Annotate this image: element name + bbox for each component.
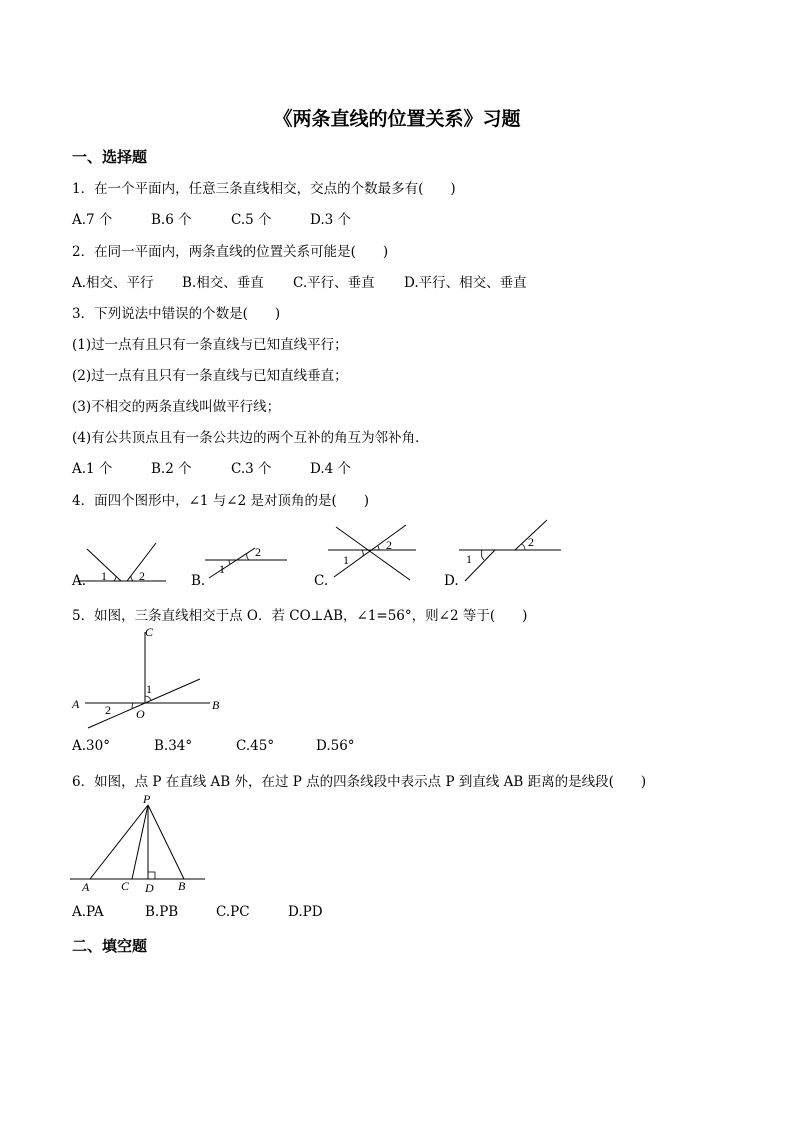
question-2: 2．在同一平面内，两条直线的位置关系可能是( ): [72, 244, 389, 260]
q6-option-d: D.PD: [288, 904, 323, 920]
section-heading-fill: 二、填空题: [72, 937, 148, 955]
question-1: 1．在一个平面内，任意三条直线相交，交点的个数最多有( ): [72, 181, 456, 197]
page-title: 《两条直线的位置关系》习题: [273, 108, 521, 130]
angle-label-2: 2: [139, 569, 145, 583]
question-4: 4．面四个图形中，∠1 与∠2 是对顶角的是( ): [72, 493, 370, 509]
point-label-b: B: [178, 879, 186, 893]
point-label-a: A: [82, 880, 90, 894]
right-angle-mark: [148, 872, 155, 879]
point-label-d: D: [145, 881, 154, 895]
q3-option-d: D.4 个: [310, 461, 352, 477]
point-label-b: B: [212, 698, 220, 712]
segment-pb: [148, 805, 184, 879]
angle-arc: [247, 553, 249, 560]
angle-label-2: 2: [528, 535, 534, 549]
angle-arc: [522, 544, 525, 550]
q5-option-b: B.34°: [154, 738, 193, 754]
question-3: 3．下列说法中错误的个数是( ): [72, 306, 281, 322]
q5-option-c: C.45°: [236, 738, 275, 754]
angle-arc: [229, 560, 230, 564]
angle-arc: [114, 576, 116, 581]
q3-option-a: A.1 个: [72, 461, 113, 477]
angle-arc: [481, 550, 484, 560]
q4-label-d: D.: [444, 573, 459, 589]
q2-option-b: B.相交、垂直: [182, 275, 264, 291]
point-label-p: P: [143, 792, 151, 806]
q2-option-d: D.平行、相交、垂直: [404, 275, 527, 291]
q4-label-c: C.: [314, 573, 329, 589]
section-heading-choice: 一、选择题: [72, 148, 148, 166]
q2-option-a: A.相交、平行: [72, 275, 154, 291]
question-6: 6．如图，点 P 在直线 AB 外，在过 P 点的四条线段中表示点 P 到直线 AB 距离的是线段( ): [72, 774, 647, 790]
angle-label-1: 1: [146, 682, 152, 696]
angle-arc: [131, 576, 133, 581]
q6-option-b: B.PB: [145, 904, 179, 920]
q1-option-a: A.7 个: [72, 212, 113, 228]
q1-option-c: C.5 个: [231, 212, 272, 228]
q3-statement-3: (3)不相交的两条直线叫做平行线；: [72, 399, 281, 415]
q1-option-b: B.6 个: [151, 212, 192, 228]
q4-label-a: A.: [72, 573, 87, 589]
point-label-c: C: [145, 625, 154, 639]
angle-arc: [145, 696, 151, 700]
point-label-o: O: [136, 707, 145, 721]
q3-option-c: C.3 个: [231, 461, 272, 477]
q4-figure-b: [195, 536, 295, 586]
q3-statement-1: (1)过一点有且只有一条直线与已知直线平行；: [72, 337, 348, 353]
angle-label-1: 1: [466, 552, 472, 566]
question-5: 5．如图，三条直线相交于点 O．若 CO⊥AB，∠1=56°，则∠2 等于( ): [72, 608, 528, 624]
segment-pa: [90, 805, 148, 879]
angle-label-2: 2: [105, 703, 111, 717]
segment-pc: [132, 805, 148, 879]
angle-arc: [362, 550, 363, 556]
q4-figure-c: [322, 520, 422, 585]
q4-figure-d: [455, 515, 565, 585]
point-label-a: A: [72, 697, 80, 711]
angle-label-1: 1: [343, 553, 349, 567]
q3-option-b: B.2 个: [151, 461, 192, 477]
angle-arc: [132, 703, 133, 708]
angle-arc: [378, 546, 379, 550]
q5-option-d: D.56°: [316, 738, 355, 754]
point-label-c: C: [121, 879, 130, 893]
q6-figure: [70, 793, 220, 898]
q1-option-d: D.3 个: [310, 212, 352, 228]
q2-option-c: C.平行、垂直: [293, 275, 375, 291]
q4-label-b: B.: [191, 573, 206, 589]
angle-label-1: 1: [101, 569, 107, 583]
q6-option-c: C.PC: [216, 904, 250, 920]
fig-line: [209, 548, 255, 578]
angle-label-2: 2: [255, 545, 261, 559]
q5-figure: [70, 622, 230, 732]
angle-label-1: 1: [219, 562, 225, 576]
q3-statement-4: (4)有公共顶点且有一条公共边的两个互补的角互为邻补角．: [72, 430, 429, 446]
q5-option-a: A.30°: [72, 738, 110, 754]
q3-statement-2: (2)过一点有且只有一条直线与已知直线垂直；: [72, 368, 348, 384]
angle-label-2: 2: [386, 538, 392, 552]
q6-option-a: A.PA: [72, 904, 104, 920]
